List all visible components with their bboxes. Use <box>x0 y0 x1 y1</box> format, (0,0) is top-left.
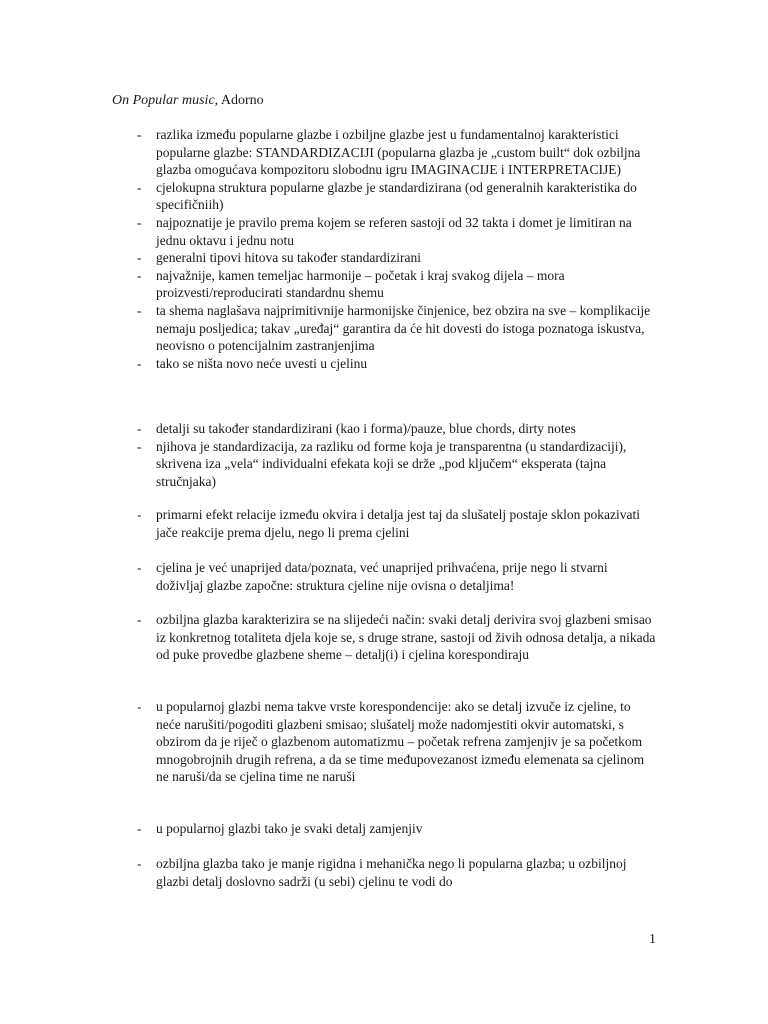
list-item <box>0 698 656 786</box>
list-item <box>0 302 656 355</box>
list-item <box>0 820 656 838</box>
list-item <box>0 126 656 179</box>
list-item <box>0 249 656 267</box>
list-item-text: generalni tipovi hitova su također standardizirani <box>156 250 422 266</box>
list-item-text: cjelina je već unaprijed data/poznata, već unaprijed prihvaćena, prije nego li stvarni doživljaj glazbe započne: struktura cjeline nije ovisna o detaljima! <box>156 560 608 593</box>
list-item <box>0 506 656 541</box>
bullet-dash: - <box>137 421 142 436</box>
title-author: Adorno <box>220 93 264 108</box>
bullet-dash: - <box>137 302 142 318</box>
list-item-text: ta shema naglašava najprimitivnije harmonijske činjenice, bez obzira na sve – komplikacije nemaju posljedica; takav „uređaj“ garantira da će hit dovesti do istoga poznatoga iskustva, neovisno o potencijalnim zastranjenjima <box>156 302 651 354</box>
bullet-dash: - <box>137 560 142 575</box>
bullet-dash: - <box>137 250 142 266</box>
bullet-dash: - <box>137 821 142 836</box>
list-item-text: detalji su također standardizirani (kao i forma)/pauze, blue chords, dirty notes <box>156 421 576 436</box>
bullet-dash: - <box>137 127 142 142</box>
notes-group-8 <box>0 855 768 890</box>
list-item <box>0 214 656 249</box>
bullet-dash: - <box>137 355 142 371</box>
list-item-text: najpoznatije je pravilo prema kojem se referen sastoji od 32 takta i domet je limitiran na jednu oktavu i jednu notu <box>156 214 632 248</box>
list-item-text: u popularnoj glazbi tako je svaki detalj zamjenjiv <box>156 821 423 836</box>
list-item-text: njihova je standardizacija, za razliku od forme koja je transparentna (u standardizaciji), skrivena iza „vela“ individualni efekata koji se drže „pod ključem“ eksperata (tajna stručnjaka) <box>156 438 627 489</box>
bullet-dash: - <box>137 507 142 522</box>
bullet-dash: - <box>137 856 142 871</box>
notes-group-5 <box>0 611 768 664</box>
list-item-text: tako se ništa novo neće uvesti u cjelinu <box>156 355 368 371</box>
title-work: On Popular music, <box>112 93 219 108</box>
notes-group-4 <box>0 559 768 594</box>
bullet-dash: - <box>137 179 142 195</box>
bullet-dash: - <box>137 438 142 454</box>
notes-group-2 <box>0 420 768 490</box>
list-item-text: primarni efekt relacije između okvira i detalja jest taj da slušatelj postaje sklon pokazivati jače reakcije prema djelu, nego li prema cjelini <box>156 507 640 540</box>
notes-group-6 <box>0 698 768 786</box>
list-item-text: razlika između popularne glazbe i ozbiljne glazbe jest u fundamentalnoj karakteristici popularne glazbe: STANDARDIZACIJI (popularna glazba je „custom built“ dok ozbiljna glazba omogućava kompozitoru slobodnu igru IMAGINACIJE i INTERPRETACIJE) <box>156 127 641 178</box>
bullet-dash: - <box>137 699 142 714</box>
list-item <box>0 611 656 664</box>
page-number: 1 <box>649 932 656 947</box>
list-item-text: ozbiljna glazba tako je manje rigidna i mehanička nego li popularna glazba; u ozbiljnoj glazbi detalj doslovno sadrži (u sebi) cjelinu te vodi do <box>156 856 627 889</box>
list-item <box>0 355 656 373</box>
notes-group-1 <box>0 126 768 372</box>
bullet-dash: - <box>137 267 142 283</box>
notes-group-7 <box>0 820 768 838</box>
list-item <box>0 267 656 302</box>
list-item-text: ozbiljna glazba karakterizira se na slijedeći način: svaki detalj derivira svoj glazbeni smisao iz konkretnog totaliteta djela koje se, s druge strane, sastoji od živih odnosa detalja, a nikada od puke provedbe glazbene sheme – detalj(i) i cjelina korespondiraju <box>156 612 656 663</box>
list-item <box>0 420 656 438</box>
list-item-text: najvažnije, kamen temeljac harmonije – početak i kraj svakog dijela – mora proizvesti/reproducirati standardnu shemu <box>156 267 565 301</box>
list-item <box>0 179 656 214</box>
list-item <box>0 438 656 491</box>
bullet-dash: - <box>137 214 142 230</box>
notes-group-3 <box>0 506 768 541</box>
list-item <box>0 559 656 594</box>
list-item-text: u popularnoj glazbi nema takve vrste korespondencije: ako se detalj izvuče iz cjeline, to neće narušiti/pogoditi glazbeni smisao; slušatelj može nadomjestiti okvir automatski, s obzirom da je riječ o glazbenom automatizmu – početak refrena zamjenjiv je sa početkom mnogobrojnih drugih refrena, a da se time međupovezanost između elemenata sa cjelinom ne naruši/da se cjelina time ne naruši <box>156 699 645 785</box>
list-item-text: cjelokupna struktura popularne glazbe je standardizirana (od generalnih karakteristika do specifičniih) <box>156 179 637 213</box>
list-item <box>0 855 656 890</box>
bullet-dash: - <box>137 612 142 627</box>
document-title <box>112 92 264 110</box>
